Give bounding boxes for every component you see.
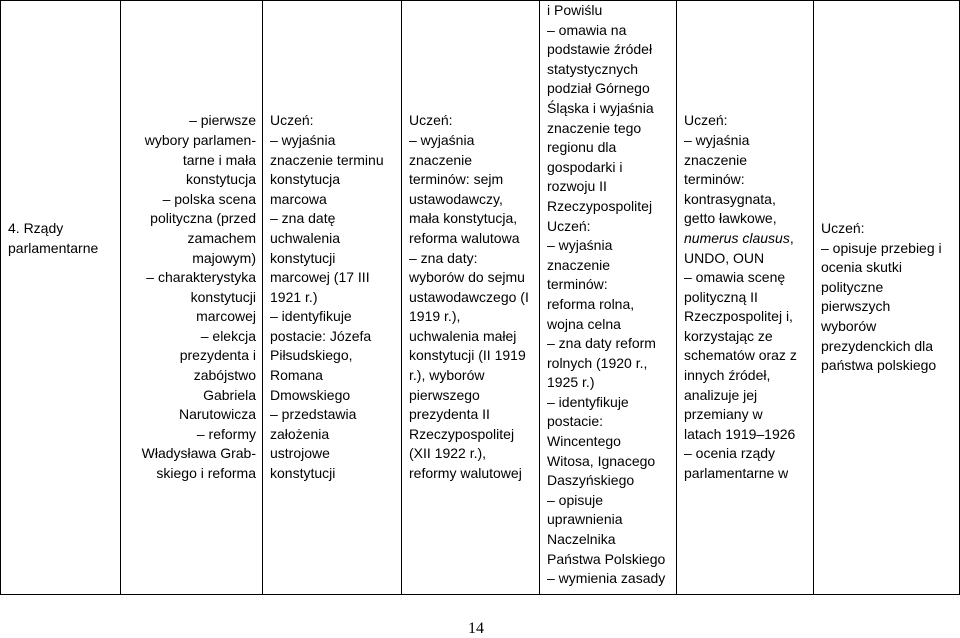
text-line: Piłsudskiego, — [270, 347, 353, 364]
text-line: ustrojowe — [270, 445, 330, 462]
text-line: polityczna (przed — [150, 210, 256, 227]
text-line: 1925 r.) — [547, 374, 595, 391]
text-line: terminów: — [684, 171, 745, 188]
text-line: – reformy — [196, 425, 256, 442]
text-line: terminów: sejm — [409, 171, 504, 188]
text-line: – przedstawia — [270, 406, 357, 423]
text-line: 4. Rządy — [8, 220, 64, 236]
text-line: gospodarki i — [547, 158, 623, 175]
text-line: Uczeń: — [684, 112, 728, 129]
text-line: wyborów — [821, 317, 877, 334]
text-line: schematów oraz z — [684, 347, 797, 364]
text-line: – zna daty: — [409, 249, 478, 266]
text-line: Wincentego — [547, 433, 621, 450]
text-line: postacie: Józefa — [270, 327, 372, 344]
text-line: Gabriela — [203, 386, 256, 403]
text-line: getto ławkowe, — [684, 210, 777, 227]
requirements-basic-cell — [263, 1, 402, 595]
text-line: znaczenie — [684, 151, 748, 168]
cell-text — [684, 111, 809, 483]
table-row — [1, 1, 960, 595]
requirements-excellent-cell — [814, 1, 960, 595]
text-line: – wyjaśnia — [547, 237, 613, 254]
text-line: Władysława Grab- — [141, 445, 256, 462]
text-line: wybory parlamen- — [144, 131, 256, 148]
text-line: – polska scena — [162, 190, 256, 207]
text-line: tarne i mała — [182, 151, 256, 168]
text-line: 1921 r.) — [270, 288, 318, 305]
text-line: – identyfikuje — [547, 393, 629, 410]
text-line: Uczeń: — [409, 112, 453, 129]
text-line: prezydenta II — [409, 406, 490, 423]
text-line: kontrasygnata, — [684, 190, 776, 207]
text-line: wojna celna — [547, 315, 621, 332]
text-line: – ocenia rządy — [684, 445, 776, 462]
content-cell — [121, 1, 263, 595]
text-line: państwa polskiego — [821, 357, 937, 374]
text-line: – identyfikuje — [270, 308, 352, 325]
text-line: innych źródeł, — [684, 367, 771, 384]
text-line: Romana — [270, 367, 323, 384]
text-line: uchwalenia małej — [409, 327, 517, 344]
text-line: – omawia na — [547, 21, 627, 38]
requirements-intermediate-cell — [402, 1, 540, 595]
text-line: – zna datę — [270, 210, 336, 227]
text-line: wyborów do sejmu — [409, 269, 525, 286]
text-line: – wyjaśnia — [409, 131, 475, 148]
cell-text — [821, 219, 955, 376]
text-line: korzystając ze — [684, 327, 773, 344]
text-line: reformy walutowej — [409, 465, 522, 482]
requirements-extended-cell — [540, 1, 677, 595]
text-line: Witosa, Ignacego — [547, 452, 656, 469]
text-line: – opisuje — [547, 491, 604, 508]
text-line: – opisuje przebieg i — [821, 239, 942, 256]
text-line: ustawodawczy, — [409, 190, 503, 207]
text-line: – wymienia zasady — [547, 570, 666, 587]
text-line: uchwalenia — [270, 229, 341, 246]
text-line: Dmowskiego — [270, 386, 351, 403]
text-line: pierwszych — [821, 298, 891, 315]
text-line: konstytucja — [185, 171, 256, 188]
text-line: Naczelnika — [547, 531, 616, 548]
text-line: konstytucji (II 1919 — [409, 347, 526, 364]
text-line: parlamentarne w — [684, 465, 789, 482]
text-line: 1919 r.), — [409, 308, 461, 325]
cell-text — [409, 111, 535, 483]
text-line: podział Górnego — [547, 80, 650, 97]
text-line: r.), wyborów — [409, 367, 485, 384]
text-line: – zna daty reform — [547, 335, 656, 352]
text-line: konstytucji — [270, 465, 336, 482]
text-line: znaczenie — [409, 151, 473, 168]
text-line: uprawnienia — [547, 511, 623, 528]
text-line: ocenia skutki — [821, 259, 902, 276]
text-line: Rzeczypospolitej — [547, 197, 653, 214]
text-line: rozwoju II — [547, 178, 607, 195]
text-line: rolnych (1920 r., — [547, 354, 648, 371]
text-line: reforma rolna, — [547, 295, 635, 312]
text-line: marcowa — [270, 190, 327, 207]
text-line: znaczenie tego — [547, 119, 642, 136]
text-line: reforma walutowa — [409, 229, 520, 246]
text-line: UNDO, OUN — [684, 249, 765, 266]
text-line: Uczeń: — [270, 112, 314, 129]
text-line: konstytucja — [270, 171, 341, 188]
text-line: – wyjaśnia — [684, 131, 750, 148]
text-line: ustawodawczego (I — [409, 288, 529, 305]
text-line: latach 1919–1926 — [684, 425, 796, 442]
text-line: – elekcja — [200, 327, 256, 344]
requirements-advanced-cell — [677, 1, 814, 595]
text-line: numerus clausus, — [684, 229, 794, 246]
text-line: Rzeczypospolitej — [409, 425, 515, 442]
cell-text — [270, 111, 397, 483]
text-line: i Powiślu — [547, 2, 603, 18]
text-line: znaczenie — [547, 256, 611, 273]
text-line: Uczeń: — [547, 217, 591, 234]
text-line: skiego i reforma — [156, 465, 256, 482]
text-line: polityczną II — [684, 288, 758, 305]
text-line: Daszyńskiego — [547, 472, 635, 489]
text-line: majowym) — [192, 249, 256, 266]
text-line: mała konstytucja, — [409, 210, 518, 227]
text-line: Śląska i wyjaśnia — [547, 99, 654, 116]
text-line: – pierwsze — [189, 112, 256, 129]
text-line: Narutowicza — [178, 406, 256, 423]
text-line: konstytucji — [270, 249, 336, 266]
text-line: pierwszego — [409, 386, 480, 403]
text-line: statystycznych — [547, 60, 639, 77]
italic-term: numerus clausus — [684, 229, 790, 246]
text-line: – omawia scenę — [684, 269, 786, 286]
text-line: – wyjaśnia — [270, 131, 336, 148]
text-line: podstawie źródeł — [547, 41, 653, 58]
cell-text — [8, 219, 116, 258]
text-line: zamachem — [187, 229, 256, 246]
page-number: 14 — [468, 620, 484, 637]
text-line: prezydenta i — [179, 347, 256, 364]
text-line: (XII 1922 r.), — [409, 445, 487, 462]
text-line: Uczeń: — [821, 220, 865, 236]
text-line: polityczne — [821, 278, 884, 295]
text-line: analizuje jej — [684, 386, 758, 403]
text-line: postacie: — [547, 413, 604, 430]
text-line: parlamentarne — [8, 239, 99, 256]
text-line: terminów: — [547, 276, 608, 293]
text-line: – charakterystyka — [146, 269, 256, 286]
text-line: marcowej — [196, 308, 256, 325]
text-line: Państwa Polskiego — [547, 550, 666, 567]
text-line: przemiany w — [684, 406, 763, 423]
text-line: Rzeczpospolitej i, — [684, 308, 793, 325]
cell-text — [128, 111, 256, 483]
topic-cell — [1, 1, 121, 595]
text-line: znaczenie terminu — [270, 151, 384, 168]
text-line: regionu dla — [547, 139, 617, 156]
text-line: prezydenckich dla — [821, 337, 934, 354]
text-line: założenia — [270, 425, 330, 442]
text-line: konstytucji — [190, 288, 256, 305]
cell-text — [547, 1, 672, 589]
text-line: marcowej (17 III — [270, 269, 370, 286]
text-line: zabójstwo — [193, 367, 256, 384]
